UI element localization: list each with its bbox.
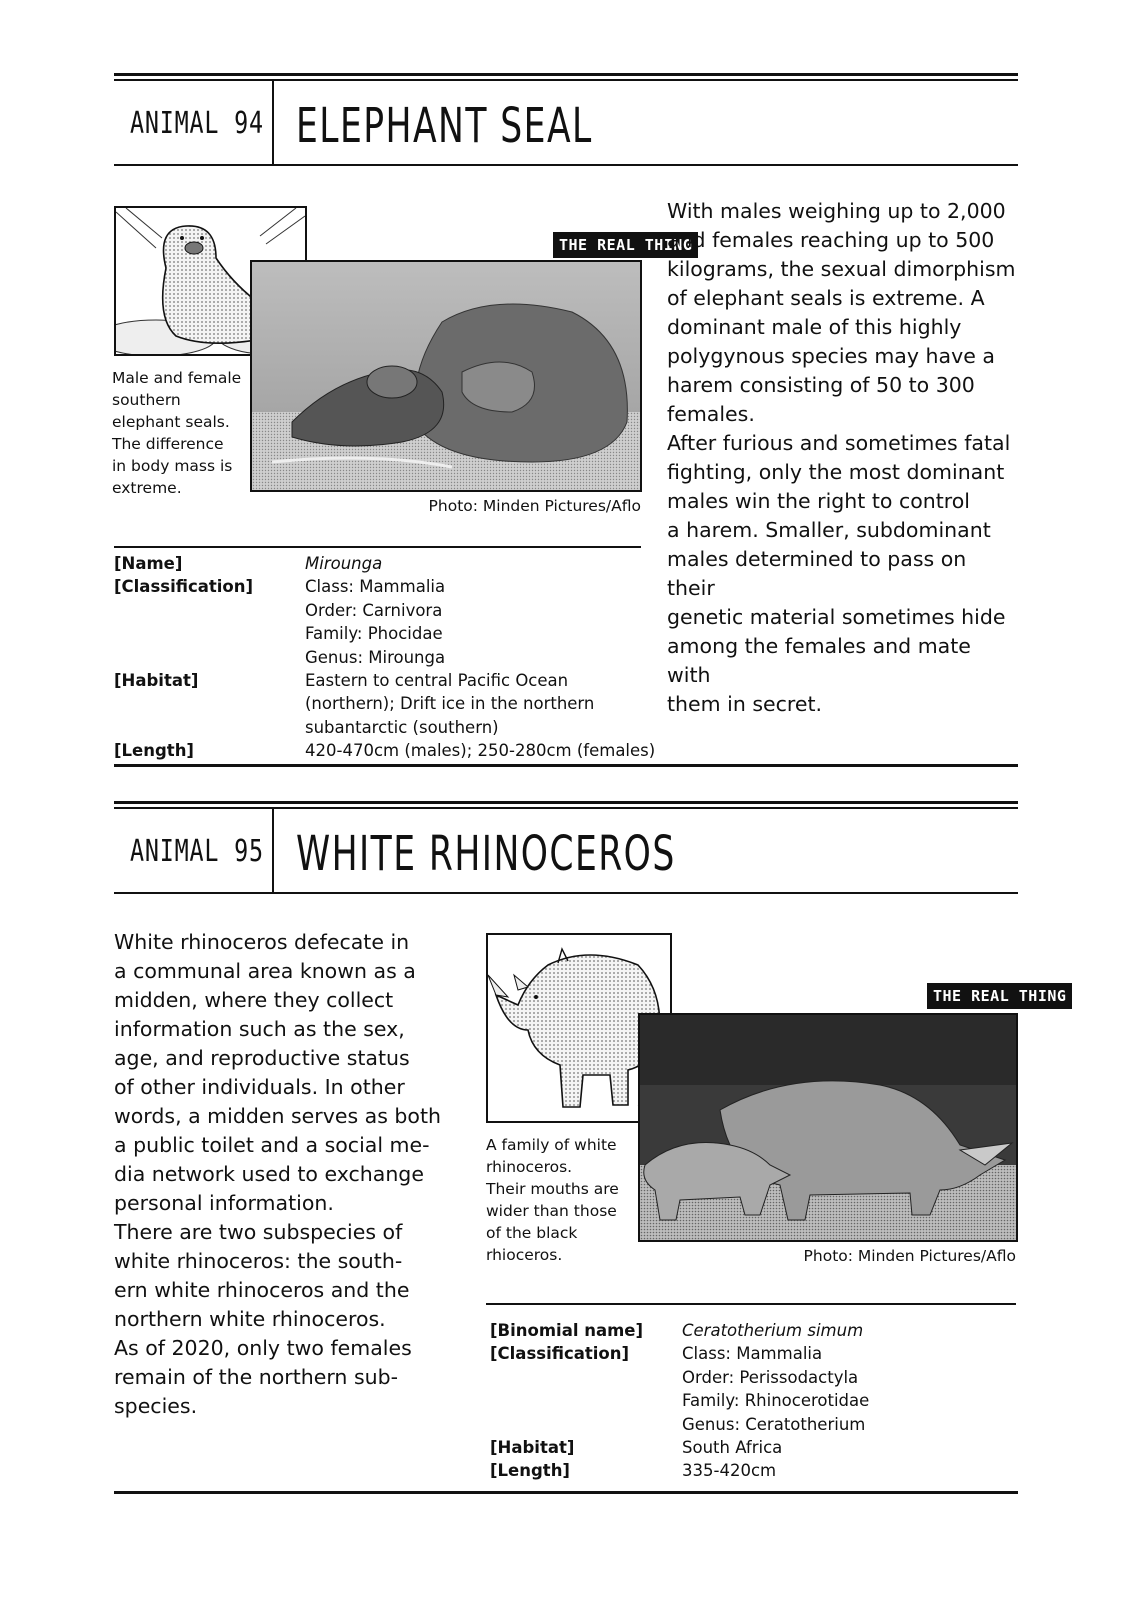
header-underline — [114, 164, 1018, 166]
classification-genus: Genus: Ceratotherium — [682, 1415, 866, 1434]
body-line: information such as the sex, — [114, 1017, 405, 1041]
photo-credit: Photo: Minden Pictures/Aflo — [803, 1247, 1016, 1265]
photo-credit: Photo: Minden Pictures/Aflo — [428, 497, 641, 515]
habitat-label: [Habitat] — [490, 1438, 575, 1457]
body-line: age, and reproductive status — [114, 1046, 410, 1070]
classification-family: Family: Rhinocerotidae — [682, 1391, 870, 1410]
body-text — [667, 197, 1017, 719]
body-line: words, a midden serves as both — [114, 1104, 441, 1128]
habitat-line: subantarctic (southern) — [305, 718, 499, 737]
body-line: among the females and mate with — [667, 634, 971, 687]
section-bottom-rule — [114, 764, 1018, 767]
body-line: harem consisting of 50 to 300 — [667, 373, 975, 397]
classification-order: Order: Carnivora — [305, 601, 443, 620]
header-underline — [114, 892, 1018, 894]
body-line: of other individuals. In other — [114, 1075, 405, 1099]
body-line: them in secret. — [667, 692, 823, 716]
header-double-rule-top — [114, 801, 1018, 804]
body-line: and females reaching up to 500 — [667, 228, 995, 252]
body-line: a harem. Smaller, subdominant — [667, 518, 991, 542]
body-text — [114, 928, 444, 1421]
caption-line: extreme. — [112, 479, 182, 497]
rhino-photo-image — [640, 1015, 1016, 1240]
body-line: personal information. — [114, 1191, 334, 1215]
seal-photo-image — [252, 262, 640, 490]
body-line: dia network used to exchange — [114, 1162, 424, 1186]
name-value: Mirounga — [305, 554, 383, 573]
body-line: After furious and sometimes fatal — [667, 431, 1011, 455]
body-line: midden, where they collect — [114, 988, 394, 1012]
animal-number: ANIMAL 94 — [130, 106, 264, 141]
habitat-value: South Africa — [682, 1438, 783, 1457]
caption-line: elephant seals. — [112, 413, 230, 431]
length-value: 420-470cm (males); 250-280cm (females) — [305, 741, 656, 760]
caption-line: The difference — [112, 435, 224, 453]
habitat-line: Eastern to central Pacific Ocean — [305, 671, 569, 690]
classification-label: [Classification] — [114, 577, 254, 596]
classification-label: [Classification] — [490, 1344, 630, 1363]
classification-order: Order: Perissodactyla — [682, 1368, 859, 1387]
info-top-rule — [486, 1303, 1016, 1305]
body-line: genetic material sometimes hide — [667, 605, 1006, 629]
photo-caption — [112, 367, 246, 499]
info-table — [114, 552, 654, 762]
classification-genus: Genus: Mirounga — [305, 648, 446, 667]
caption-line: rhioceros. — [486, 1246, 563, 1264]
body-line: a communal area known as a — [114, 959, 416, 983]
body-line: White rhinoceros defecate in — [114, 930, 410, 954]
caption-line: in body mass is — [112, 457, 233, 475]
body-line: fighting, only the most dominant — [667, 460, 1005, 484]
info-table — [490, 1319, 1016, 1484]
header-divider — [272, 81, 274, 165]
caption-line: rhinoceros. — [486, 1158, 573, 1176]
real-thing-badge: THE REAL THING — [553, 232, 698, 258]
header-double-rule-bottom — [114, 807, 1018, 809]
rhino-photo — [638, 1013, 1018, 1242]
body-line: a public toilet and a social me- — [114, 1133, 430, 1157]
length-label: [Length] — [114, 741, 194, 760]
section-bottom-rule — [114, 1491, 1018, 1494]
caption-line: wider than those — [486, 1202, 617, 1220]
info-top-rule — [114, 546, 641, 548]
length-value: 335-420cm — [682, 1461, 777, 1480]
body-line: males determined to pass on their — [667, 547, 967, 600]
body-line: of elephant seals is extreme. A — [667, 286, 985, 310]
classification-class: Class: Mammalia — [682, 1344, 823, 1363]
body-line: species. — [114, 1394, 198, 1418]
header-divider — [272, 809, 274, 893]
animal-number: ANIMAL 95 — [130, 834, 264, 869]
habitat-line: (northern); Drift ice in the northern — [305, 694, 595, 713]
body-line: dominant male of this highly — [667, 315, 962, 339]
body-line: remain of the northern sub- — [114, 1365, 399, 1389]
body-line: There are two subspecies of — [114, 1220, 403, 1244]
binomial-name-value: Ceratotherium simum — [682, 1321, 864, 1340]
name-label: [Name] — [114, 554, 183, 573]
photo-caption — [486, 1134, 636, 1266]
classification-class: Class: Mammalia — [305, 577, 446, 596]
header-double-rule-bottom — [114, 79, 1018, 81]
animal-title: WHITE RHINOCEROS — [296, 826, 676, 882]
caption-line: Their mouths are — [486, 1180, 619, 1198]
header-double-rule-top — [114, 73, 1018, 76]
body-line: ern white rhinoceros and the — [114, 1278, 410, 1302]
body-line: polygynous species may have a — [667, 344, 995, 368]
seal-photo — [250, 260, 642, 492]
body-line: females. — [667, 402, 755, 426]
binomial-name-label: [Binomial name] — [490, 1321, 644, 1340]
body-line: With males weighing up to 2,000 — [667, 199, 1006, 223]
body-line: kilograms, the sexual dimorphism — [667, 257, 1016, 281]
caption-line: Male and female — [112, 369, 242, 387]
habitat-label: [Habitat] — [114, 671, 199, 690]
real-thing-badge: THE REAL THING — [927, 983, 1072, 1009]
body-line: white rhinoceros: the south- — [114, 1249, 403, 1273]
animal-title: ELEPHANT SEAL — [296, 98, 593, 154]
caption-line: southern — [112, 391, 181, 409]
body-line: northern white rhinoceros. — [114, 1307, 386, 1331]
classification-family: Family: Phocidae — [305, 624, 443, 643]
body-line: males win the right to control — [667, 489, 971, 513]
caption-line: A family of white — [486, 1136, 617, 1154]
length-label: [Length] — [490, 1461, 570, 1480]
caption-line: of the black — [486, 1224, 578, 1242]
body-line: As of 2020, only two females — [114, 1336, 412, 1360]
